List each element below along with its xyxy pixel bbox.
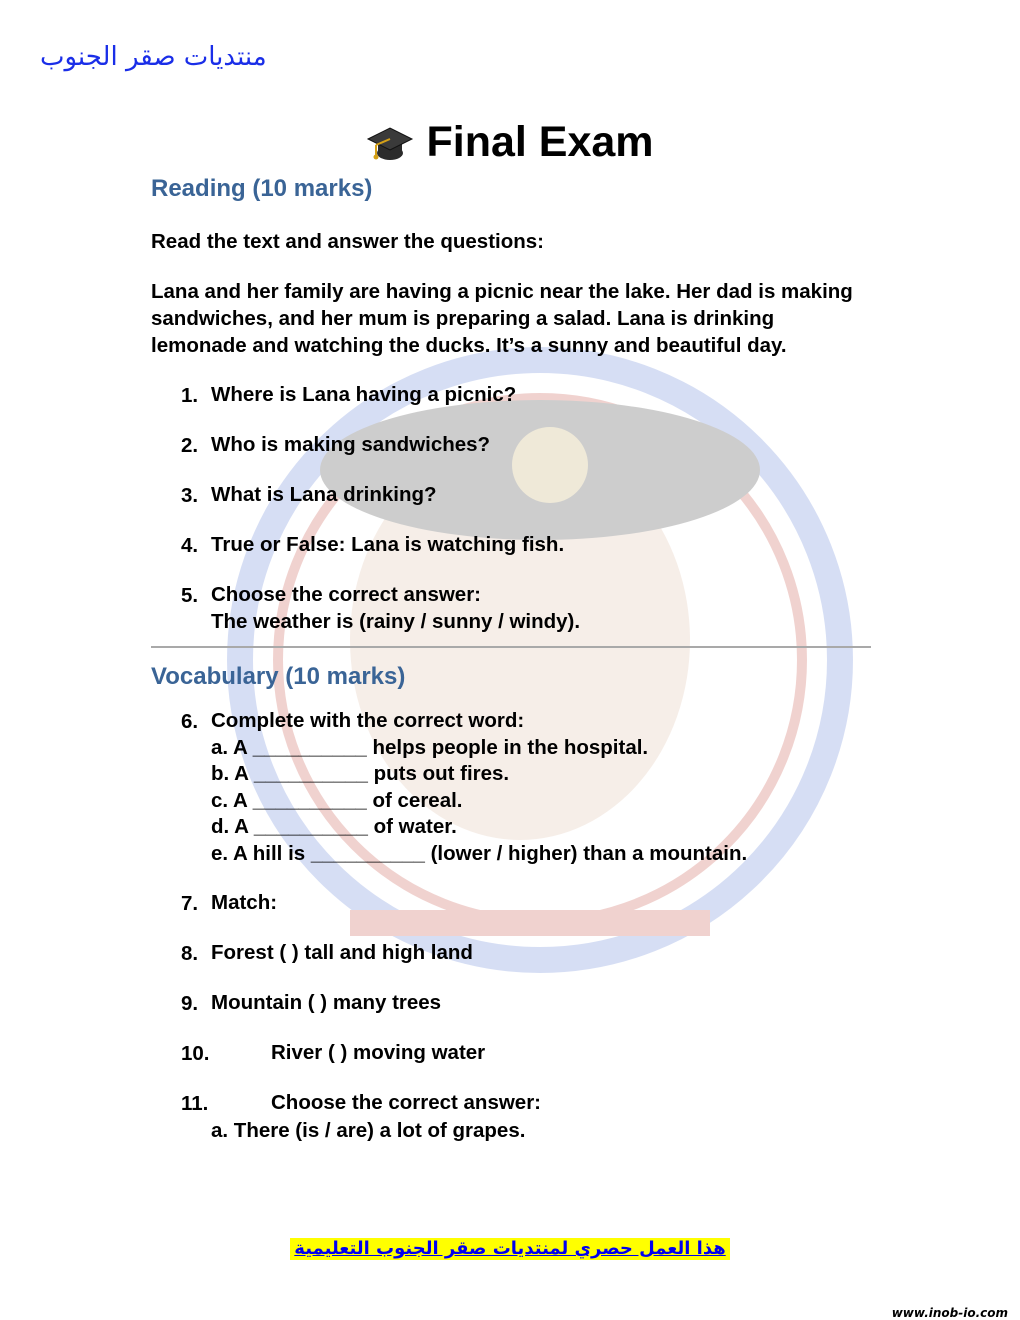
title-row [0, 118, 1020, 167]
question-number: 1. [181, 384, 199, 407]
question-text: Where is Lana having a picnic? [211, 383, 517, 406]
question-10 [151, 1040, 871, 1067]
vocabulary-heading: Vocabulary (10 marks) [151, 663, 406, 690]
question-text: The weather is (rainy / sunny / windy). [211, 609, 581, 633]
site-url: www.inob-io.com [891, 1306, 1008, 1320]
reading-passage: Lana and her family are having a picnic near the lake. Her dad is making sandwiches, and her mum is preparing a salad. Lana is drinking lemonade and watching the ducks. It’s a sunny and beautiful day. [151, 280, 853, 357]
question-number: 10. [181, 1042, 210, 1065]
question-text: e. A hill is __________ (lower / higher) than a mountain. [211, 841, 748, 865]
question-number: 4. [181, 534, 199, 557]
question-text: Mountain ( ) many trees [211, 991, 442, 1014]
question-number: 5. [181, 584, 199, 607]
question-text: Choose the correct answer: [271, 1091, 541, 1114]
question-text: Complete with the correct word: [211, 709, 525, 732]
reading-questions [151, 382, 871, 635]
question-text: c. A __________ of cereal. [211, 788, 463, 812]
question-text: What is Lana drinking? [211, 483, 437, 506]
graduation-cap-icon [366, 123, 414, 163]
question-2 [151, 432, 871, 459]
question-text: Who is making sandwiches? [211, 433, 491, 456]
question-8 [151, 940, 871, 967]
question-6 [151, 708, 871, 867]
question-number: 9. [181, 992, 199, 1015]
question-11 [151, 1090, 871, 1117]
question-7 [151, 890, 871, 917]
question-number: 3. [181, 484, 199, 507]
question-3 [151, 482, 871, 509]
question-text: River ( ) moving water [271, 1041, 486, 1064]
section-divider [151, 646, 871, 648]
forum-header: منتديات صقر الجنوب [40, 42, 267, 72]
question-9 [151, 990, 871, 1017]
reading-heading: Reading (10 marks) [151, 175, 373, 202]
question-4 [151, 532, 871, 559]
question-text: Forest ( ) tall and high land [211, 941, 473, 964]
question-text: Match: [211, 891, 278, 914]
question-text: a. A __________ helps people in the hospital. [211, 735, 649, 759]
exam-content [151, 170, 871, 1144]
question-5 [151, 582, 871, 635]
page-title: Final Exam [426, 118, 654, 166]
question-text: True or False: Lana is watching fish. [211, 533, 565, 556]
question-text: d. A __________ of water. [211, 815, 457, 838]
question-text: b. A __________ puts out fires. [211, 762, 510, 785]
footer [0, 1238, 1020, 1260]
question-1 [151, 382, 871, 409]
question-number: 7. [181, 892, 199, 915]
vocabulary-questions [151, 708, 871, 1117]
question-11-option: a. There (is / are) a lot of grapes. [211, 1119, 526, 1142]
question-number: 6. [181, 710, 199, 733]
question-number: 2. [181, 434, 199, 457]
question-number: 11. [181, 1092, 209, 1115]
reading-instruction: Read the text and answer the questions: [151, 230, 544, 253]
question-number: 8. [181, 942, 199, 965]
forum-exclusive-link[interactable]: هذا العمل حصري لمنتديات صقر الجنوب التعليمية [290, 1238, 729, 1260]
question-text: Choose the correct answer: [211, 583, 481, 606]
